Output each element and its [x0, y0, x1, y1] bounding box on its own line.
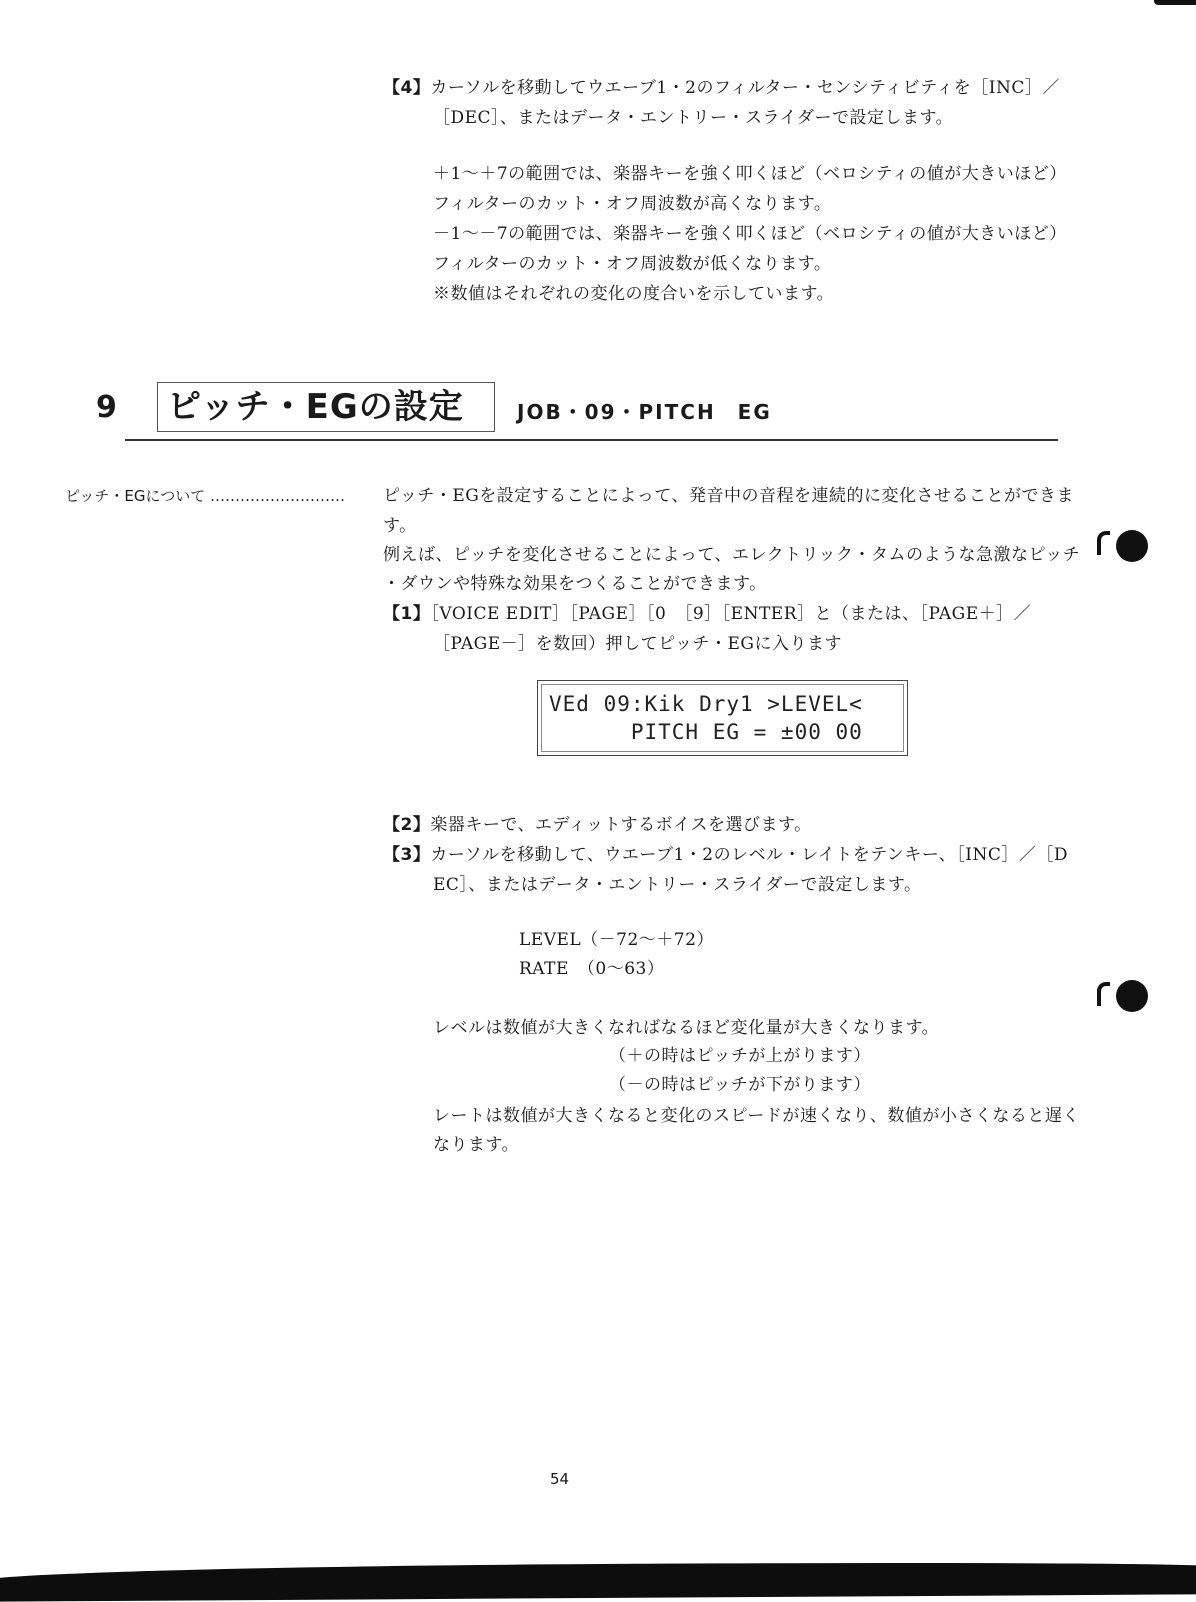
- note-line-3: －1～－7の範囲では、楽器キーを強く叩くほど（ベロシティの値が大きいほど）: [433, 224, 1067, 244]
- explain-line-5: なります。: [433, 1135, 520, 1155]
- explain-line-4: レートは数値が大きくなると変化のスピードが速くなり、数値が小さくなると遅く: [433, 1106, 1080, 1126]
- step3-line2: EC］、またはデータ・エントリー・スライダーで設定します。: [433, 875, 922, 895]
- step3-mark: 【3】: [383, 845, 431, 865]
- lcd-line-2: PITCH EG = ±00 00: [549, 720, 863, 744]
- explain-line-2: （＋の時はピッチが上がります）: [609, 1046, 871, 1066]
- binder-tick-mark: [1097, 982, 1110, 1006]
- note-line-2: フィルターのカット・オフ周波数が高くなります。: [433, 194, 832, 214]
- side-label: ピッチ・EGについて ………………………: [65, 487, 345, 505]
- step4-mark: 【4】: [383, 78, 431, 98]
- lcd-line-1: VEd 09:Kik Dry1 >LEVEL<: [549, 692, 863, 716]
- step3-line1: [383, 840, 1068, 870]
- step4-line1: [383, 73, 1060, 103]
- binder-tick-mark: [1097, 531, 1110, 555]
- intro-line-2: す。: [383, 516, 417, 536]
- page-number: 54: [550, 1470, 570, 1488]
- range-level: LEVEL（－72～＋72）: [519, 930, 714, 950]
- intro-line-4: ・ダウンや特殊な効果をつくることができます。: [383, 574, 767, 594]
- step1-line1: [383, 599, 1031, 629]
- step4-text: カーソルを移動してウエーブ1・2のフィルター・センシティビティを［INC］／: [430, 78, 1060, 98]
- explain-line-1: レベルは数値が大きくなればなるほど変化量が大きくなります。: [433, 1018, 940, 1038]
- step4-line2: ［DEC］、またはデータ・エントリー・スライダーで設定します。: [433, 108, 954, 128]
- explain-line-3: （－の時はピッチが下がります）: [609, 1075, 871, 1095]
- range-rate: RATE （0～63）: [519, 959, 665, 979]
- step1-line2: ［PAGE－］を数回）押してピッチ・EGに入ります: [433, 634, 842, 654]
- scan-edge-bottom: [0, 1560, 1196, 1602]
- binder-hole-mark: [1116, 980, 1148, 1012]
- section-title: ピッチ・EGの設定: [167, 387, 464, 427]
- scan-mark-top: [1154, 0, 1196, 5]
- step2-mark: 【2】: [383, 815, 431, 835]
- note-line-1: ＋1～＋7の範囲では、楽器キーを強く叩くほど（ベロシティの値が大きいほど）: [433, 164, 1067, 184]
- section-number: 9: [96, 390, 117, 425]
- step2-text: 楽器キーで、エディットするボイスを選びます。: [430, 815, 812, 835]
- note-line-5: ※数値はそれぞれの変化の度合いを示しています。: [433, 284, 835, 304]
- step3-text: カーソルを移動して、ウエーブ1・2のレベル・レイトをテンキー、［INC］／［D: [430, 845, 1068, 865]
- section-divider: [125, 439, 1058, 441]
- intro-line-1: ピッチ・EGを設定することによって、発音中の音程を連続的に変化させることができま: [383, 486, 1074, 506]
- note-line-4: フィルターのカット・オフ周波数が低くなります。: [433, 254, 832, 274]
- step1-mark: 【1】: [383, 604, 431, 624]
- binder-hole-mark: [1116, 530, 1148, 562]
- intro-line-3: 例えば、ピッチを変化させることによって、エレクトリック・タムのような急激なピッチ: [383, 545, 1081, 565]
- section-subtitle: JOB・09・PITCH EG: [517, 400, 772, 424]
- step2-line1: [383, 810, 812, 840]
- step1-text: ［VOICE EDIT］［PAGE］［0 ［9］［ENTER］と（または、［PAGE＋］／: [430, 604, 1032, 624]
